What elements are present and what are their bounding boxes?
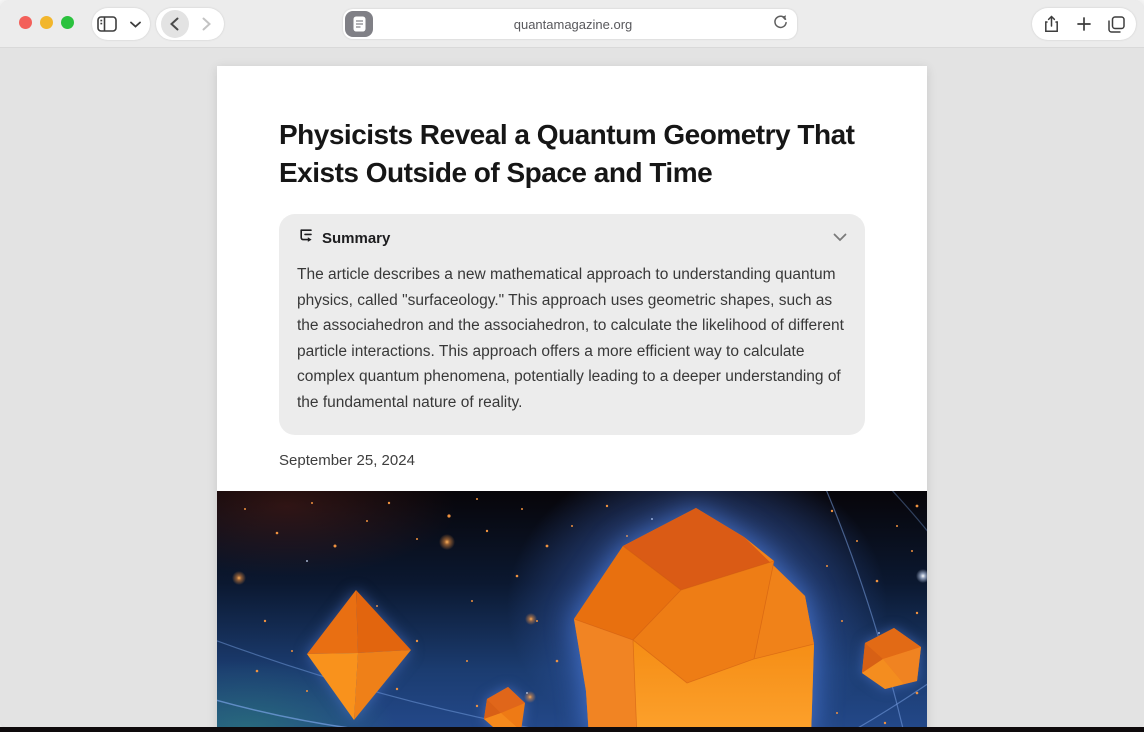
summary-header[interactable] [297, 228, 847, 248]
desktop-edge [0, 727, 1144, 732]
tabs-icon[interactable] [1104, 11, 1130, 37]
toolbar-right-group [1032, 8, 1136, 40]
share-icon[interactable] [1039, 11, 1065, 37]
article-date: September 25, 2024 [279, 452, 415, 469]
maximize-window-button[interactable] [61, 16, 74, 29]
address-bar[interactable] [343, 9, 797, 39]
nav-button-group [156, 8, 224, 40]
summary-label: Summary [322, 229, 391, 247]
browser-toolbar [0, 0, 1144, 48]
sidebar-button-group [92, 8, 150, 40]
plus-icon[interactable] [1071, 11, 1097, 37]
forward-button[interactable] [193, 11, 219, 37]
reader-page-icon[interactable] [345, 11, 373, 37]
summary-box [279, 214, 865, 435]
close-window-button[interactable] [19, 16, 32, 29]
article-title: Physicists Reveal a Quantum Geometry That Exists Outside of Space and Time [279, 119, 855, 188]
reload-icon[interactable] [773, 14, 788, 35]
reader-page-background [0, 48, 1144, 728]
chevron-down-icon[interactable] [122, 11, 148, 37]
sidebar-toggle-icon[interactable] [94, 11, 120, 37]
summary-text: The article describes a new mathematical approach to understanding quantum physics, called "surfaceology." This approach uses geometric shapes, such as the associahedron and the associahedron, to calculate the likelihood of different particle interactions. This approach offers a more efficient way to calculate complex quantum phenomena, potentially leading to a deeper understanding of the fundamental nature of reality. [297, 266, 844, 411]
minimize-window-button[interactable] [40, 16, 53, 29]
summarize-icon [297, 228, 314, 248]
chevron-down-icon[interactable] [833, 229, 847, 247]
hero-image [217, 491, 927, 728]
reader-article-card [217, 66, 927, 728]
back-button[interactable] [161, 10, 189, 38]
url-text[interactable]: quantamagazine.org [513, 16, 633, 32]
